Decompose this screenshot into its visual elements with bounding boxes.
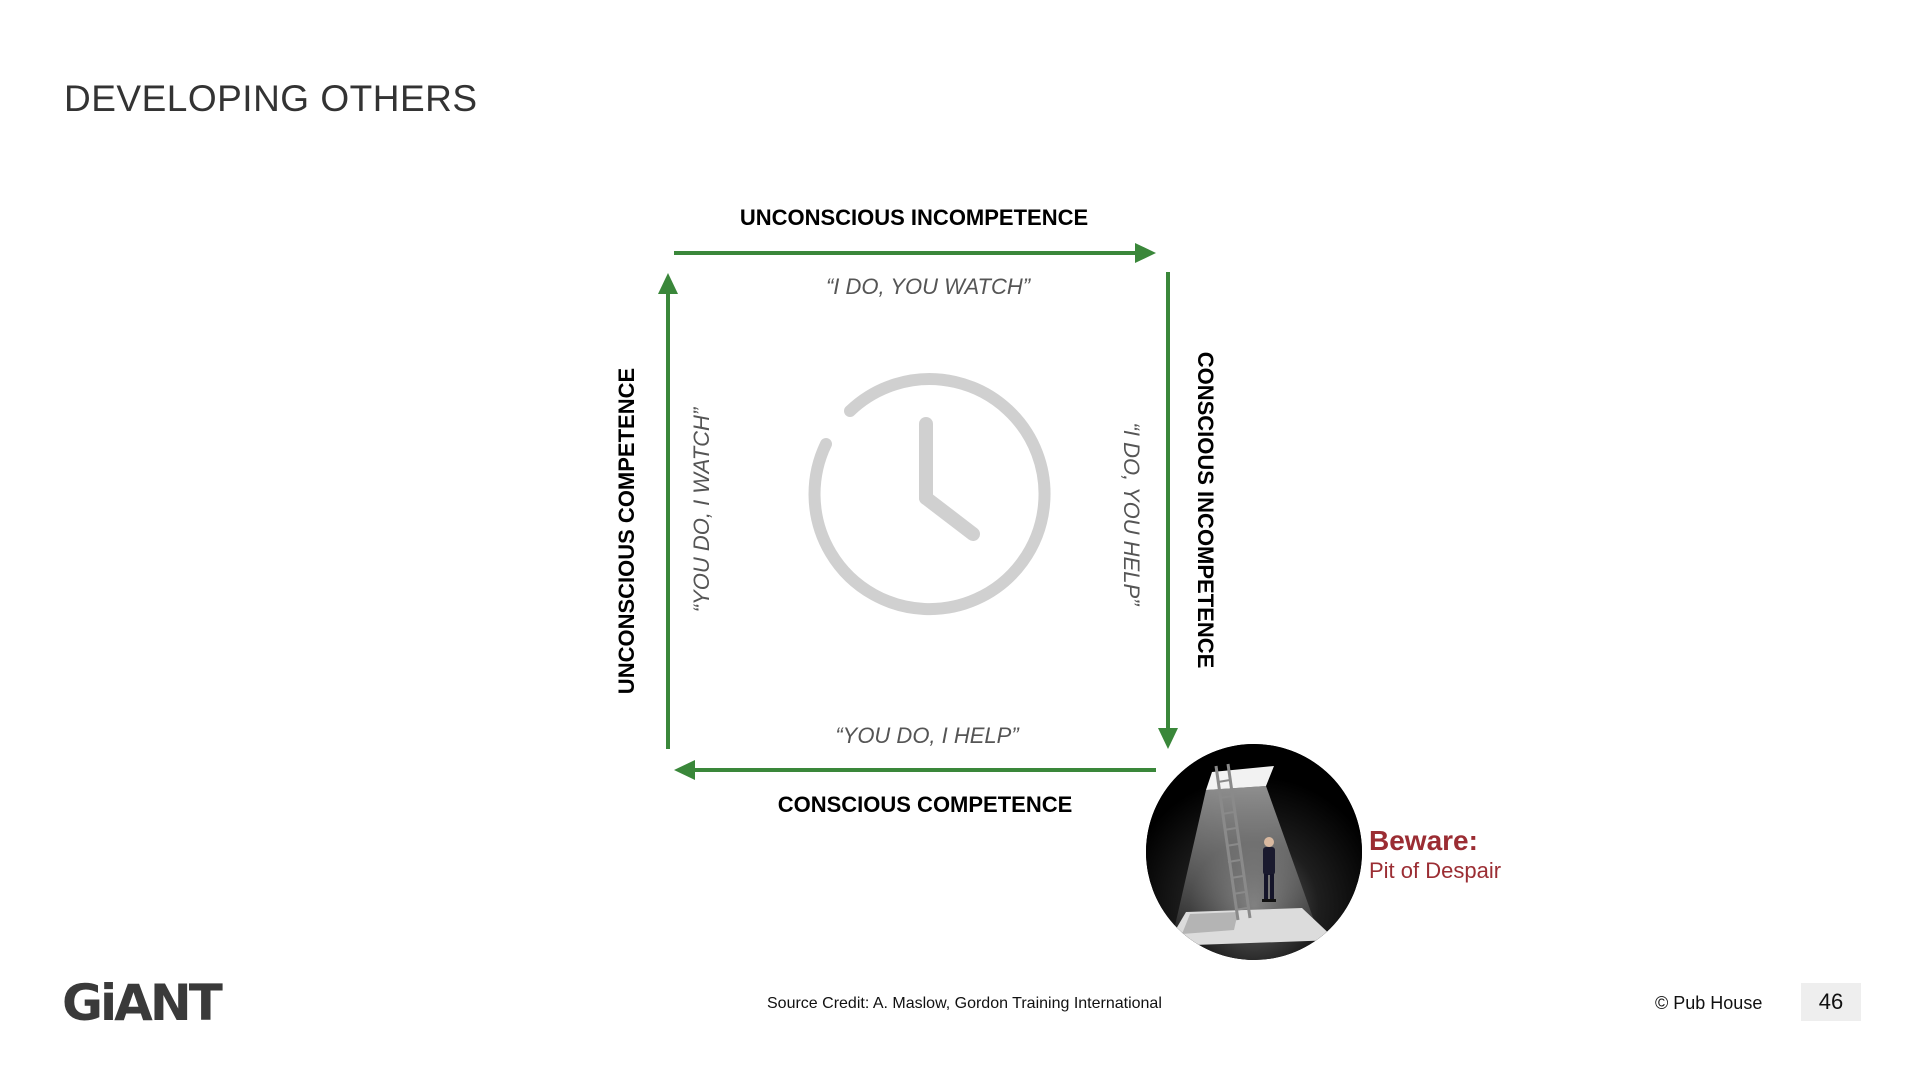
- giant-logo: GiANT: [62, 974, 220, 1032]
- warning-title: Beware:: [1369, 825, 1478, 856]
- page-number: 46: [1801, 983, 1861, 1021]
- stage-label-unconscious-incompetence: UNCONSCIOUS INCOMPETENCE: [739, 205, 1089, 230]
- copyright: © Pub House: [1655, 993, 1763, 1013]
- arrow-left: [658, 273, 678, 749]
- quote-i-do-you-watch: “I DO, YOU WATCH”: [825, 274, 1031, 299]
- stage-label-conscious-competence: CONSCIOUS COMPETENCE: [777, 792, 1073, 817]
- pit-illustration: [1146, 744, 1362, 960]
- quote-you-do-i-watch: “YOU DO, I WATCH”: [689, 407, 714, 613]
- arrow-right: [1158, 272, 1178, 749]
- stage-label-unconscious-competence: UNCONSCIOUS COMPETENCE: [614, 367, 639, 695]
- quote-you-do-i-help: “YOU DO, I HELP”: [835, 723, 1019, 748]
- arrow-bottom: [674, 760, 1156, 780]
- source-credit: Source Credit: A. Maslow, Gordon Training International: [767, 995, 1162, 1012]
- slide-title: DEVELOPING OTHERS: [64, 78, 478, 119]
- warning-subtitle: Pit of Despair: [1369, 858, 1502, 883]
- quote-i-do-you-help: “I DO, YOU HELP”: [1119, 422, 1144, 606]
- pit-of-despair-image: [1146, 744, 1362, 960]
- arrow-top: [674, 243, 1156, 263]
- clock-icon: [815, 379, 1045, 609]
- stage-label-conscious-incompetence: CONSCIOUS INCOMPETENCE: [1193, 351, 1218, 669]
